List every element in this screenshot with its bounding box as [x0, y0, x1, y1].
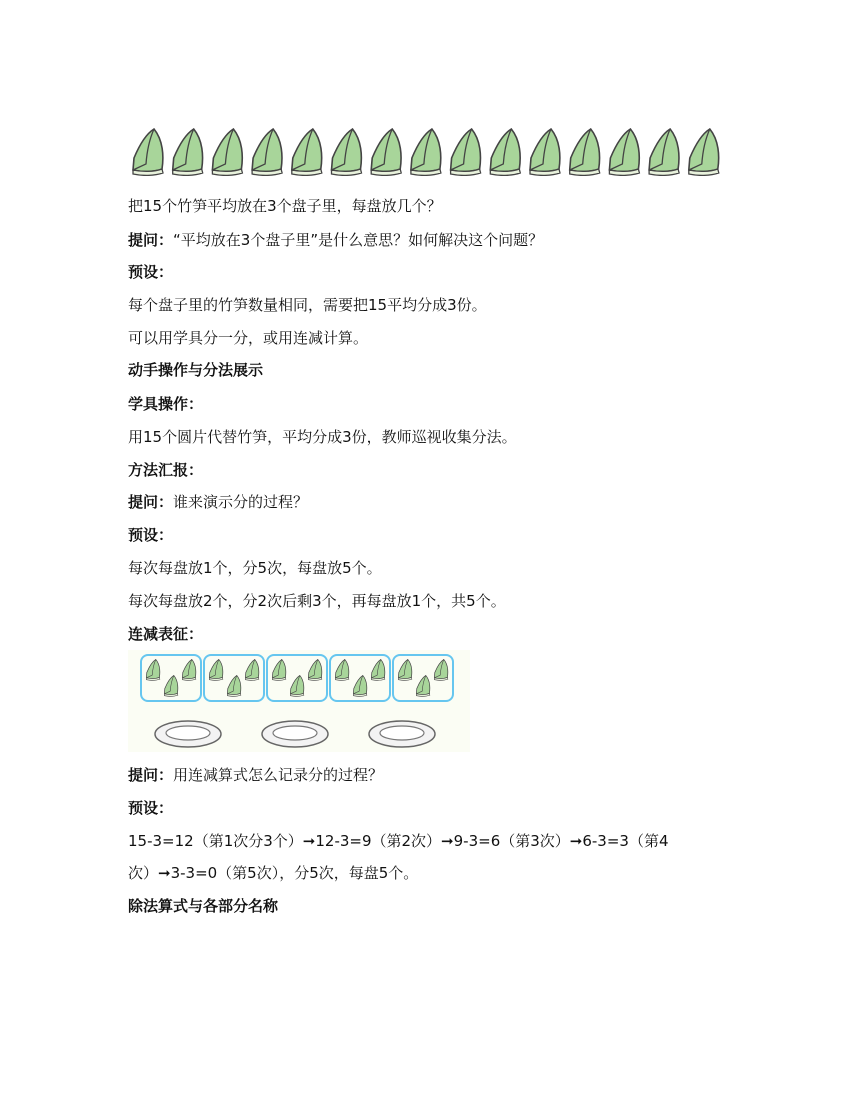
- tools-text: 用15个圆片代替竹笋，平均分成3份，教师巡视收集分法。: [128, 428, 517, 446]
- bamboo-shoot-icon: [609, 129, 639, 175]
- question-label: 提问：: [128, 493, 174, 511]
- bamboo-shoot-icon: [416, 675, 430, 696]
- preset-2b: 每次每盘放2个，分2次后剩3个，再每盘放1个，共5个。: [128, 592, 506, 610]
- bamboo-shoot-icon: [245, 659, 259, 680]
- bamboo-shoot-icon: [332, 129, 362, 175]
- preset-label-1: 预设：: [128, 263, 174, 281]
- question-text: 用连减算式怎么记录分的过程？: [173, 766, 384, 784]
- plate-icon: [262, 721, 328, 747]
- question-label: 提问：: [128, 766, 174, 784]
- grouping-figure: [128, 650, 470, 752]
- bamboo-shoot-icon: [209, 659, 223, 680]
- report-label: 方法汇报：: [128, 461, 204, 479]
- question-label: 提问：: [128, 231, 174, 249]
- bamboo-shoot-icon: [530, 129, 560, 175]
- bamboo-shoot-icon: [308, 659, 322, 680]
- bamboo-shoot-row: [128, 128, 728, 176]
- problem-text: 把15个竹笋平均放在3个盘子里，每盘放几个？: [128, 197, 442, 215]
- bamboo-shoot-icon: [689, 129, 719, 175]
- bamboo-shoot-icon: [353, 675, 367, 696]
- bamboo-shoot-icon: [411, 129, 441, 175]
- bamboo-shoot-icon: [146, 659, 160, 680]
- bamboo-shoot-icon: [451, 129, 481, 175]
- bamboo-shoot-icon: [227, 675, 241, 696]
- question-1: [128, 230, 543, 250]
- bamboo-shoot-icon: [173, 129, 203, 175]
- equation-line-1: 15-3=12（第1次分3个）➞12-3=9（第2次）➞9-3=6（第3次）➞6-3=3（第4: [128, 832, 669, 850]
- question-text: 谁来演示分的过程？: [173, 493, 309, 511]
- equation-line-2: 次）➞3-3=0（第5次），分5次，每盘5个。: [128, 864, 419, 882]
- tools-label: 学具操作：: [128, 395, 204, 413]
- plate-icon: [369, 721, 435, 747]
- bamboo-shoot-icon: [272, 659, 286, 680]
- bamboo-shoot-icon: [371, 659, 385, 680]
- question-2: [128, 492, 308, 512]
- preset-1b: 可以用学具分一分，或用连减计算。: [128, 329, 369, 347]
- bamboo-shoot-icon: [292, 129, 322, 175]
- bamboo-shoot-icon: [182, 659, 196, 680]
- preset-2a: 每次每盘放1个，分5次，每盘放5个。: [128, 559, 382, 577]
- preset-label-3: 预设：: [128, 799, 174, 817]
- bamboo-shoot-icon: [649, 129, 679, 175]
- bamboo-shoot-icon: [252, 129, 282, 175]
- bamboo-shoot-icon: [434, 659, 448, 680]
- plate-icon: [155, 721, 221, 747]
- bamboo-shoot-icon: [290, 675, 304, 696]
- bamboo-shoot-icon: [133, 129, 163, 175]
- bamboo-shoot-icon: [164, 675, 178, 696]
- preset-1a: 每个盘子里的竹笋数量相同，需要把15平均分成3份。: [128, 296, 487, 314]
- bamboo-shoot-icon: [490, 129, 520, 175]
- bamboo-shoot-icon: [398, 659, 412, 680]
- question-3: [128, 765, 383, 785]
- bamboo-shoot-icon: [335, 659, 349, 680]
- bamboo-shoot-icon: [212, 129, 242, 175]
- section-heading-operation: 动手操作与分法展示: [128, 361, 264, 379]
- section-heading-division: 除法算式与各部分名称: [128, 897, 279, 915]
- subtraction-label: 连减表征：: [128, 625, 204, 643]
- bamboo-shoot-icon: [371, 129, 401, 175]
- bamboo-shoot-icon: [570, 129, 600, 175]
- question-text: “平均放在3个盘子里”是什么意思？如何解决这个问题？: [173, 231, 544, 249]
- preset-label-2: 预设：: [128, 526, 174, 544]
